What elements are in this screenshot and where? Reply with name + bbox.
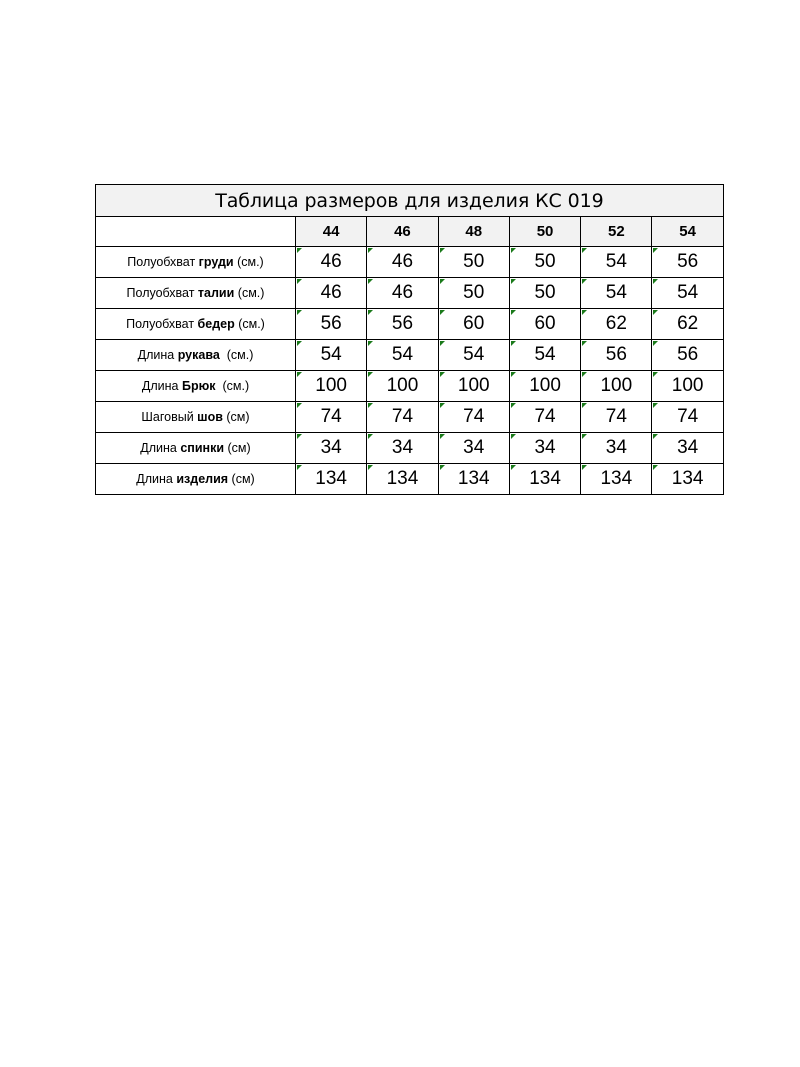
measurement-label-bold: рукава — [177, 348, 220, 362]
measurement-value: 54 — [438, 340, 509, 371]
measurement-value: 34 — [367, 433, 438, 464]
measurement-label-bold: груди — [198, 255, 234, 269]
measurement-label — [96, 340, 296, 371]
measurement-label — [96, 433, 296, 464]
table-row — [96, 371, 724, 402]
measurement-label-bold: бедер — [197, 317, 235, 331]
measurement-value: 74 — [509, 402, 580, 433]
measurement-label-suffix: (см.) — [234, 317, 265, 331]
measurement-value: 100 — [438, 371, 509, 402]
measurement-value: 74 — [581, 402, 652, 433]
measurement-value: 34 — [296, 433, 367, 464]
measurement-label-bold: талии — [197, 286, 235, 300]
measurement-value: 56 — [296, 309, 367, 340]
measurement-value: 34 — [652, 433, 723, 464]
measurement-label-suffix: (см) — [222, 410, 250, 424]
size-header-46: 46 — [367, 217, 438, 247]
size-chart-table — [95, 184, 724, 495]
measurement-label — [96, 247, 296, 278]
measurement-label-bold: спинки — [180, 441, 225, 455]
measurement-label-suffix: (см) — [228, 472, 255, 486]
measurement-value: 74 — [296, 402, 367, 433]
measurement-value: 134 — [652, 464, 723, 495]
measurement-label-prefix: Длина — [140, 441, 181, 455]
measurement-value: 100 — [581, 371, 652, 402]
measurement-value: 46 — [296, 247, 367, 278]
table-row — [96, 309, 724, 340]
measurement-label-prefix: Длина — [137, 348, 178, 362]
measurement-value: 34 — [509, 433, 580, 464]
size-header-50: 50 — [509, 217, 580, 247]
measurement-value: 46 — [367, 247, 438, 278]
measurement-value: 46 — [296, 278, 367, 309]
measurement-label-prefix: Полуобхват — [127, 255, 199, 269]
measurement-value: 134 — [296, 464, 367, 495]
measurement-value: 134 — [367, 464, 438, 495]
measurement-value: 100 — [509, 371, 580, 402]
measurement-value: 50 — [438, 278, 509, 309]
measurement-value: 54 — [581, 278, 652, 309]
measurement-value: 50 — [509, 278, 580, 309]
measurement-value: 74 — [367, 402, 438, 433]
measurement-label — [96, 278, 296, 309]
measurement-value: 62 — [581, 309, 652, 340]
measurement-label-prefix: Длина — [136, 472, 177, 486]
measurement-label-prefix: Полуобхват — [126, 286, 198, 300]
measurement-value: 60 — [438, 309, 509, 340]
measurement-value: 74 — [438, 402, 509, 433]
measurement-value: 56 — [367, 309, 438, 340]
measurement-value: 50 — [438, 247, 509, 278]
size-header-48: 48 — [438, 217, 509, 247]
measurement-value: 134 — [581, 464, 652, 495]
table-row — [96, 247, 724, 278]
measurement-value: 54 — [367, 340, 438, 371]
measurement-label-bold: шов — [197, 410, 223, 424]
measurement-value: 54 — [509, 340, 580, 371]
measurement-label-suffix: (см.) — [215, 379, 250, 393]
table-row — [96, 278, 724, 309]
measurement-value: 50 — [509, 247, 580, 278]
size-header-44: 44 — [296, 217, 367, 247]
measurement-label-suffix: (см) — [224, 441, 251, 455]
measurement-value: 34 — [581, 433, 652, 464]
measurement-label-suffix: (см.) — [233, 255, 264, 269]
measurement-rows — [96, 247, 724, 495]
measurement-value: 100 — [367, 371, 438, 402]
measurement-label — [96, 309, 296, 340]
measurement-value: 34 — [438, 433, 509, 464]
measurement-value: 100 — [652, 371, 723, 402]
measurement-label — [96, 464, 296, 495]
header-corner-cell — [96, 217, 296, 247]
measurement-label-suffix: (см.) — [219, 348, 254, 362]
measurement-value: 54 — [652, 278, 723, 309]
table-row — [96, 340, 724, 371]
table-row — [96, 433, 724, 464]
measurement-value: 54 — [296, 340, 367, 371]
size-header-52: 52 — [581, 217, 652, 247]
measurement-value: 60 — [509, 309, 580, 340]
table-row — [96, 464, 724, 495]
measurement-value: 54 — [581, 247, 652, 278]
size-header-row — [96, 217, 724, 247]
measurement-label — [96, 371, 296, 402]
measurement-value: 46 — [367, 278, 438, 309]
measurement-value: 134 — [509, 464, 580, 495]
measurement-label-suffix: (см.) — [234, 286, 265, 300]
measurement-value: 56 — [581, 340, 652, 371]
size-header-54: 54 — [652, 217, 723, 247]
title-row — [96, 185, 724, 217]
measurement-label-prefix: Полуобхват — [126, 317, 198, 331]
measurement-label — [96, 402, 296, 433]
measurement-value: 100 — [296, 371, 367, 402]
measurement-label-bold: изделия — [176, 472, 229, 486]
measurement-value: 56 — [652, 340, 723, 371]
measurement-value: 56 — [652, 247, 723, 278]
measurement-value: 74 — [652, 402, 723, 433]
measurement-label-prefix: Длина — [141, 379, 182, 393]
measurement-label-bold: Брюк — [181, 379, 216, 393]
measurement-value: 62 — [652, 309, 723, 340]
measurement-value: 134 — [438, 464, 509, 495]
table-title: Таблица размеров для изделия КС 019 — [96, 185, 724, 217]
measurement-label-prefix: Шаговый — [141, 410, 198, 424]
table-row — [96, 402, 724, 433]
